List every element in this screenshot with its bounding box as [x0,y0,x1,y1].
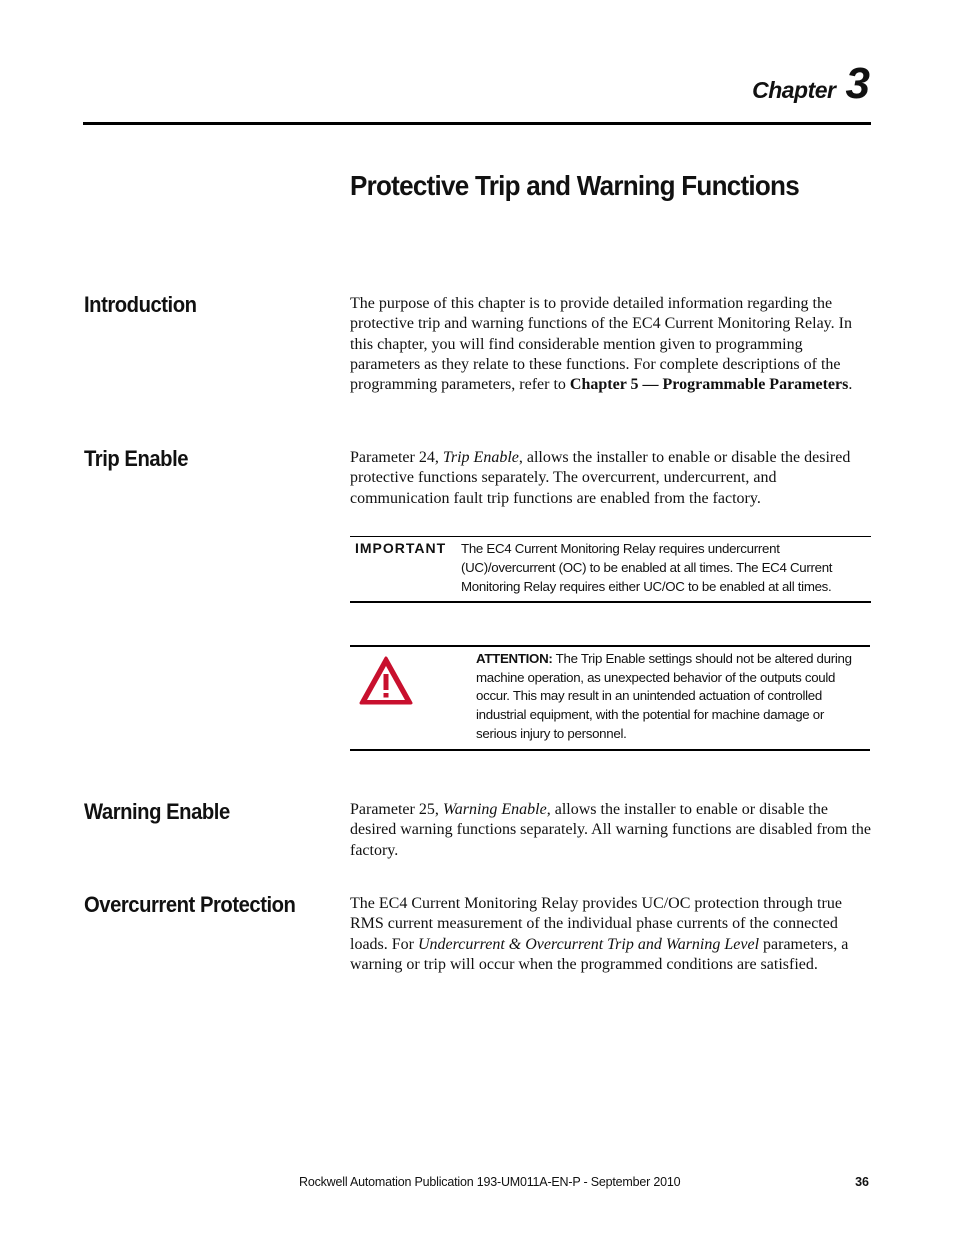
page-title: Protective Trip and Warning Functions [350,170,799,201]
heading-warning-enable: Warning Enable [84,799,230,824]
introduction-text: The purpose of this chapter is to provide detailed information regarding the protective trip and warning functions of the EC4 Current Monitoring Relay. In this chapter, you will find considerable mention given to programming parameters as they relate to these functions. For complete descriptions of the programming parameters, refer to [350,295,852,394]
trip-enable-text: Parameter 24, [350,449,443,466]
overcurrent-text: The EC4 Current Monitoring Relay provides UC/OC protection through true RMS current measurement of the individual phase currents of the connected loads. For [350,895,842,953]
overcurrent-paragraph [350,894,872,975]
warning-triangle-icon [358,655,414,707]
chapter-divider [83,122,871,125]
page-number: 36 [855,1175,869,1189]
chapter-5-reference-link[interactable]: Chapter 5 — Programmable Parameters [569,376,849,394]
introduction-text-end: . [848,376,853,394]
attention-text [476,650,868,744]
trip-enable-text-end: , allows the installer to enable or disable the desired protective functions separately. The overcurrent, undercurrent, and communication fault trip functions are enabled from the factory. [350,449,851,507]
attention-note [350,645,870,751]
overcurrent-text-end: parameters, a warning or trip will occur when the programmed conditions are satisfied. [350,935,849,973]
warning-enable-text-end: , allows the installer to enable or disable the desired warning functions separately. All warning functions are disabled from the factory. [350,801,872,859]
publication-info: Rockwell Automation Publication 193-UM011A-EN-P - September 2010 [299,1175,681,1189]
warning-enable-paragraph [350,800,872,861]
trip-enable-paragraph [350,448,872,509]
attention-label: ATTENTION: [476,651,553,666]
chapter-number: 3 [845,59,870,108]
important-text: The EC4 Current Monitoring Relay requires undercurrent (UC)/overcurrent (OC) to be enabled at all times. The EC4 Current Monitoring Relay requires either UC/OC to be enabled at all times. [461,541,833,594]
chapter-label: Chapter [752,77,836,103]
trip-enable-param-name: Trip Enable [442,449,519,466]
heading-introduction: Introduction [84,292,197,317]
heading-overcurrent-protection: Overcurrent Protection [84,892,296,917]
warning-enable-text: Parameter 25, [350,801,443,818]
warning-enable-param-name: Warning Enable [442,801,547,818]
important-label: IMPORTANT [355,540,447,556]
chapter-header [752,59,870,108]
heading-trip-enable: Trip Enable [84,446,189,471]
introduction-paragraph [350,294,872,395]
attention-message: The Trip Enable settings should not be altered during machine operation, as unexpected behavior of the outputs could occur. This may result in an unintended actuation of controlled industrial equipment, with the potential for machine damage or serious injury to personnel. [476,651,852,741]
important-note [350,536,871,603]
overcurrent-param-name: Undercurrent & Overcurrent Trip and Warning Level [418,935,760,953]
